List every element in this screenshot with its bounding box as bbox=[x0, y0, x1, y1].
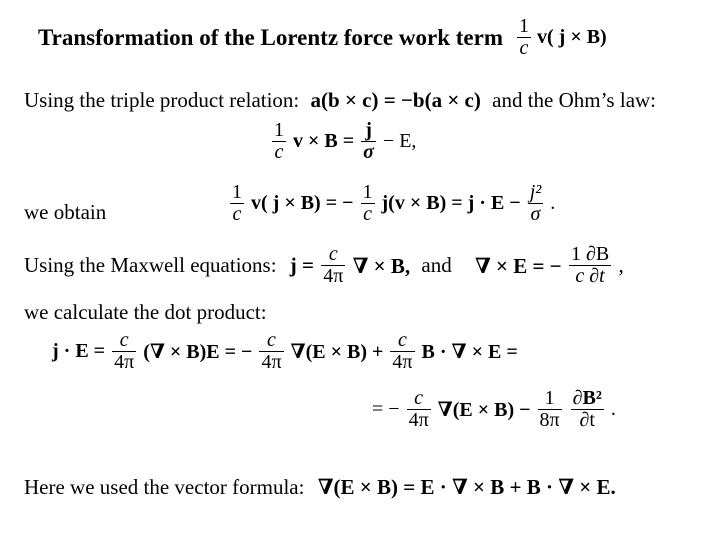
dot-equation-2 bbox=[372, 388, 616, 431]
maxwell-j-eq: j = bbox=[289, 253, 315, 277]
obtain-frac-1 bbox=[230, 182, 244, 225]
dot1-b-expr: ∇(E × B) + bbox=[290, 341, 384, 363]
ohm-lhs-expr: v × B = bbox=[293, 130, 355, 152]
dot2-end: . bbox=[610, 398, 616, 420]
ohm-frac-1 bbox=[272, 120, 286, 163]
dot1-lhs: j · E = bbox=[52, 340, 106, 362]
ohm-law-equation bbox=[270, 120, 416, 163]
frac-num: j bbox=[361, 120, 376, 142]
frac-num: ∂B² bbox=[572, 387, 602, 409]
triple-prefix: Using the triple product relation: bbox=[24, 88, 300, 112]
dot-equation-1 bbox=[52, 330, 518, 373]
frac-den: 8π bbox=[539, 409, 560, 431]
maxwell-frac-d bbox=[569, 244, 611, 287]
dot2-a-expr: ∇(E × B) − bbox=[437, 399, 531, 421]
maxwell-end: , bbox=[618, 253, 624, 277]
frac-den: c bbox=[363, 203, 372, 225]
frac-den: 4π bbox=[261, 351, 282, 373]
maxwell-line bbox=[24, 244, 624, 287]
frac-den: ∂t bbox=[579, 409, 595, 431]
title-fraction bbox=[517, 16, 531, 59]
maxwell-prefix: Using the Maxwell equations: bbox=[24, 253, 277, 277]
frac-den: 4π bbox=[392, 351, 413, 373]
frac-num: c bbox=[390, 330, 414, 352]
dot2-eq: = − bbox=[372, 398, 400, 420]
dot-intro: we calculate the dot product: bbox=[24, 300, 267, 324]
triple-product-line bbox=[24, 88, 656, 113]
frac-den: 4π bbox=[408, 409, 429, 431]
dot1-c-expr: B · ∇ × E = bbox=[421, 341, 518, 363]
maxwell-curl-b: ∇ × B, bbox=[352, 253, 411, 278]
frac-den: 4π bbox=[323, 265, 344, 287]
frac-den: σ bbox=[530, 203, 541, 225]
page-title: Transformation of the Lorentz force work term bbox=[38, 24, 503, 50]
triple-formula: a(b × c) = −b(a × c) bbox=[310, 88, 481, 112]
dot1-a-expr: (∇ × B)E = − bbox=[143, 341, 253, 363]
obtain-end: . bbox=[550, 192, 556, 214]
frac-num: c bbox=[407, 388, 431, 410]
frac-num: 1 bbox=[519, 15, 529, 37]
vector-formula-line bbox=[24, 474, 616, 500]
title-term-expr: v( j × B) bbox=[537, 26, 607, 48]
dot1-frac-c bbox=[390, 330, 414, 373]
frac-num: j² bbox=[529, 181, 542, 203]
frac-num: c bbox=[112, 330, 136, 352]
frac-den: 4π bbox=[114, 351, 135, 373]
dot1-frac-a bbox=[112, 330, 136, 373]
frac-num: 1 bbox=[362, 181, 373, 203]
we-obtain-label: we obtain bbox=[24, 200, 107, 224]
obtain-equation bbox=[228, 182, 555, 225]
frac-den: c bbox=[232, 203, 242, 225]
frac-num: 1 bbox=[274, 119, 284, 141]
frac-num: 1 bbox=[232, 181, 242, 203]
ohm-frac-j bbox=[361, 120, 376, 163]
triple-suffix: and the Ohm’s law: bbox=[492, 88, 657, 112]
title-row bbox=[38, 16, 607, 59]
obtain-expr-1: v( j × B) = − bbox=[251, 192, 354, 214]
dot1-frac-b bbox=[259, 330, 283, 373]
frac-num: 1 bbox=[538, 388, 562, 410]
dot2-frac-b bbox=[538, 388, 562, 431]
frac-num: c bbox=[259, 330, 283, 352]
frac-den: c bbox=[519, 37, 529, 59]
obtain-frac-3 bbox=[528, 182, 544, 225]
dot2-frac-d bbox=[571, 388, 604, 431]
frac-den: c bbox=[274, 141, 284, 163]
maxwell-curl-e: ∇ × E = − bbox=[475, 253, 562, 278]
ohm-rhs: − E, bbox=[382, 130, 417, 152]
obtain-frac-2 bbox=[361, 182, 375, 225]
frac-den: c ∂t bbox=[575, 265, 605, 287]
vector-formula: ∇(E × B) = E · ∇ × B + B · ∇ × E. bbox=[317, 475, 616, 499]
frac-num: c bbox=[321, 244, 345, 266]
vector-prefix: Here we used the vector formula: bbox=[24, 475, 305, 499]
maxwell-and: and bbox=[421, 253, 452, 277]
frac-den: σ bbox=[363, 141, 374, 163]
maxwell-frac-c bbox=[321, 244, 345, 287]
obtain-expr-2: j(v × B) = j · E − bbox=[381, 192, 521, 214]
dot2-frac-a bbox=[407, 388, 431, 431]
frac-num: 1 ∂B bbox=[570, 243, 610, 265]
